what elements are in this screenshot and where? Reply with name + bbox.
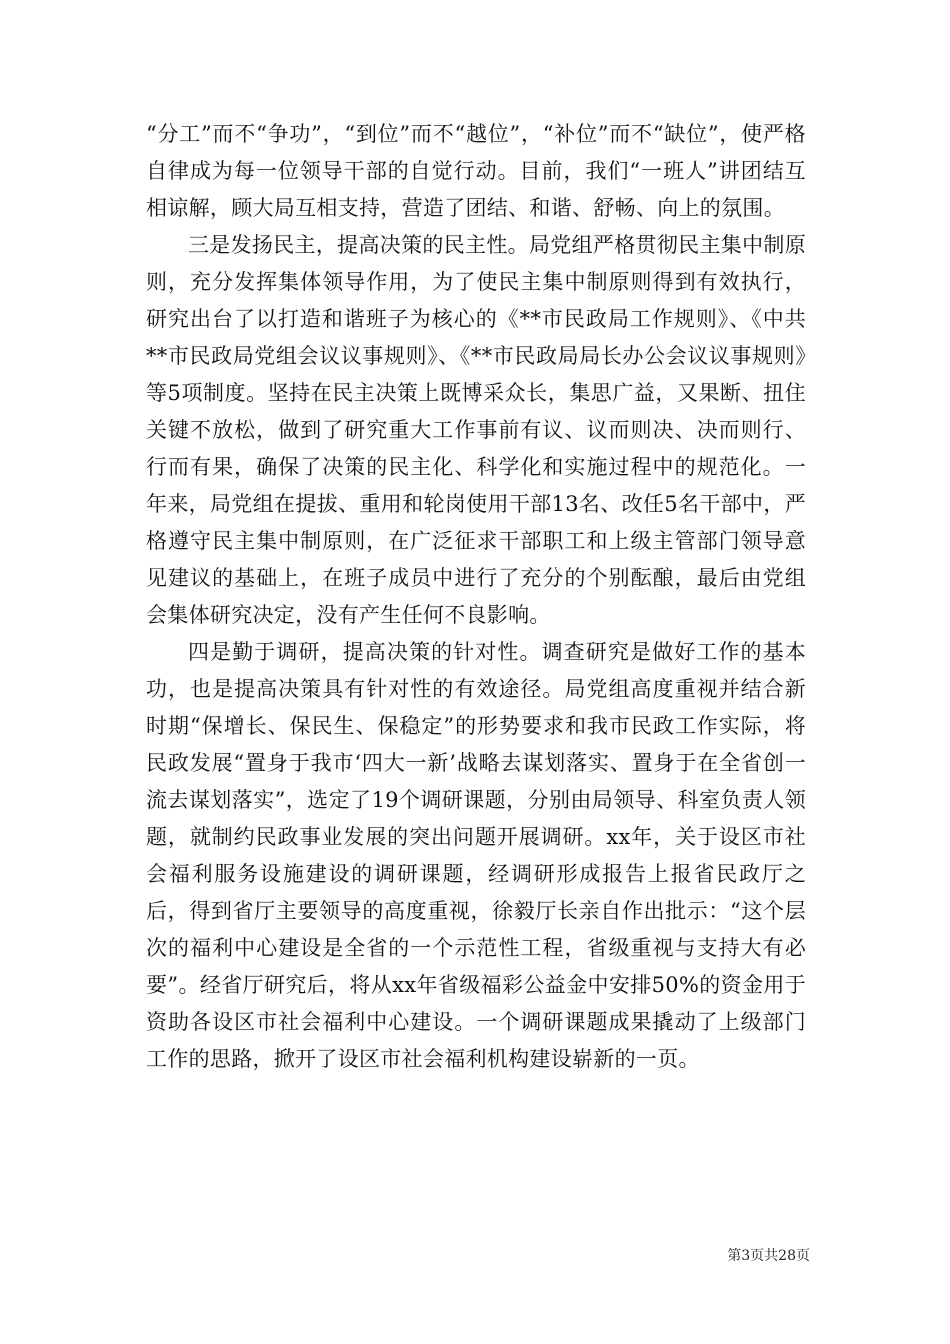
paragraph-research: 四是勤于调研，提高决策的针对性。调查研究是做好工作的基本功，也是提高决策具有针对性的有效途径。局党组高度重视并结合新时期“保增长、保民生、保稳定”的形势要求和我市民政工作实际，将民政发展“置身于我市‘四大一新’战略去谋划落实、置身于在全省创一流去谋划落实”，选定了19个调研课题，分别由局领导、科室负责人领题，就制约民政事业发展的突出问题开展调研。xx年，关于设区市社会福利服务设施建设的调研课题，经调研形成报告上报省民政厅之后，得到省厅主要领导的高度重视，徐毅厅长亲自作出批示：“这个层次的福利中心建设是全省的一个示范性工程，省级重视与支持大有必要”。经省厅研究后，将从xx年省级福彩公益金中安排50%的资金用于资助各设区市社会福利中心建设。一个调研课题成果撬动了上级部门工作的思路，掀开了设区市社会福利机构建设崭新的一页。 — [146, 640, 806, 1071]
paragraph-continuation: “分工”而不“争功”，“到位”而不“越位”，“补位”而不“缺位”，使严格自律成为每一位领导干部的自觉行动。目前，我们“一班人”讲团结互相谅解，顾大局互相支持，营造了团结、和谐、舒畅、向上的氛围。 — [146, 122, 806, 220]
page-number: 第3页共28页 — [727, 1248, 810, 1264]
document-body — [146, 116, 806, 1078]
paragraph-democracy: 三是发扬民主，提高决策的民主性。局党组严格贯彻民主集中制原则，充分发挥集体领导作用，为了使民主集中制原则得到有效执行，研究出台了以打造和谐班子为核心的《**市民政局工作规则》、《中共**市民政局党组会议议事规则》、《**市民政局局长办公会议议事规则》等5项制度。坚持在民主决策上既博采众长，集思广益，又果断、扭住关键不放松，做到了研究重大工作事前有议、议而则决、决而则行、行而有果，确保了决策的民主化、科学化和实施过程中的规范化。一年来，局党组在提拔、重用和轮岗使用干部13名、改任5名干部中，严格遵守民主集中制原则，在广泛征求干部职工和上级主管部门领导意见建议的基础上，在班子成员中进行了充分的个别酝酿，最后由党组会集体研究决定，没有产生任何不良影响。 — [146, 233, 806, 627]
